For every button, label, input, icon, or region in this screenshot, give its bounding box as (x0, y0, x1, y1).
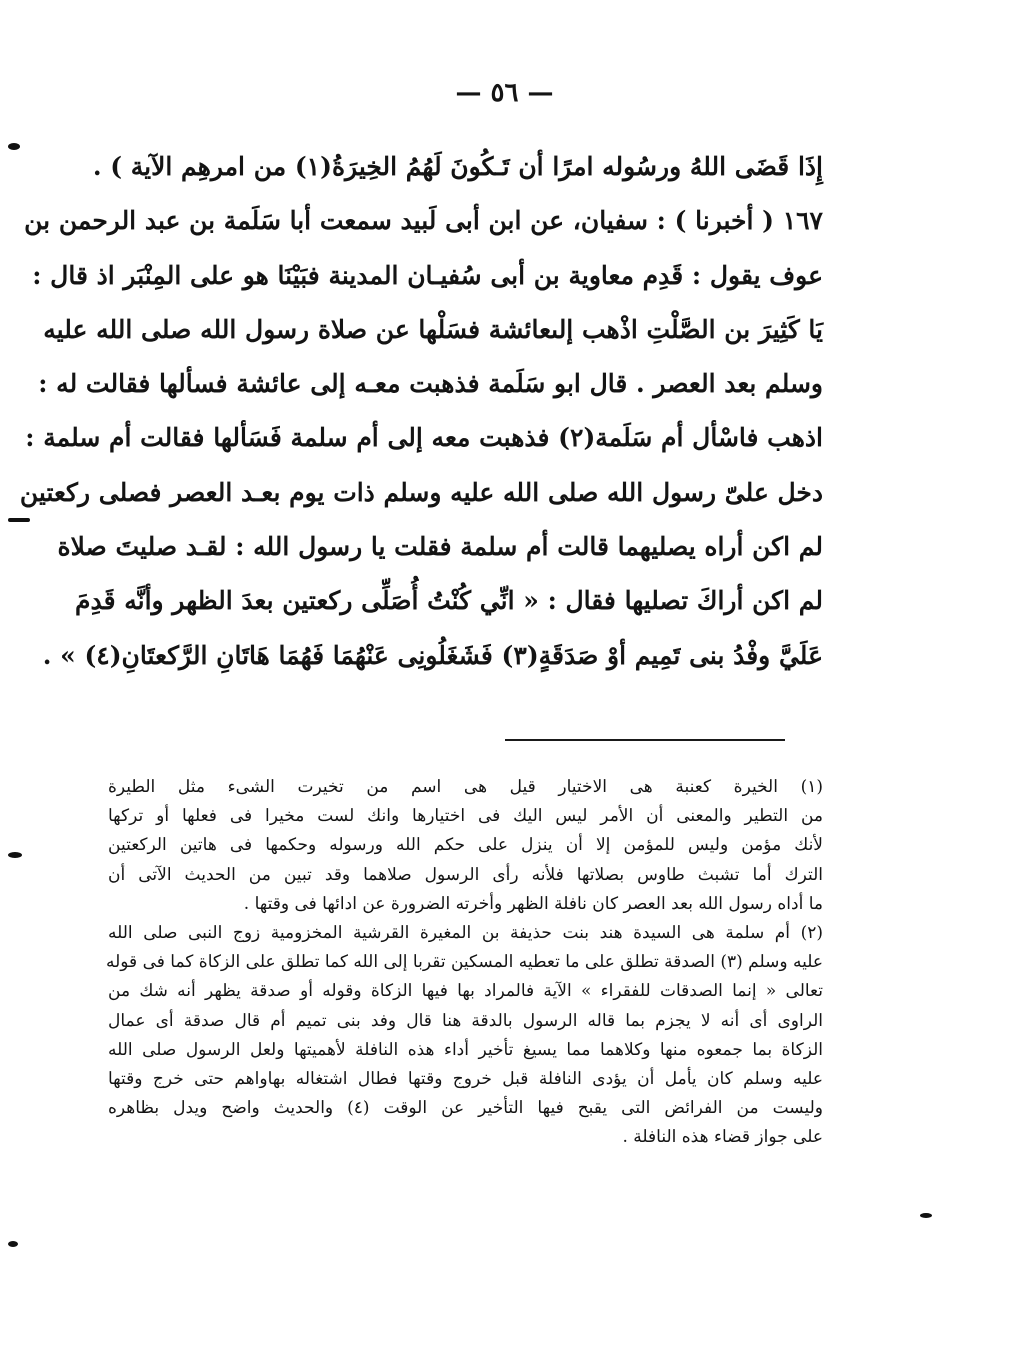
main-text-block (19, 140, 823, 683)
footnote-divider (505, 739, 785, 741)
main-text-line: يَا كَثِيرَ بن الصَّلْتِ اذْهب إلىعائشة فسَلْها عن صلاة رسول الله صلى الله عليه (43, 314, 823, 344)
main-text-line: عَلَيَّ وفْدُ بنى تَمِيم أوْ صَدَقَةٍ(٣) فَشَغَلُونِى عَنْهُمَا فَهُمَا هَاتَانِ الرَّكعتَانِ(٤) » . (42, 640, 823, 670)
footnote-line: تعالى « إنما الصدقات للفقراء » الآية فالمراد بها فيها الزكاة وقوله أو صدقة يظهر أنه شك من (108, 981, 823, 1002)
main-text-line: اذهب فاسْأل أم سَلَمة(٢) فذهبت معه إلى أم سلمة فَسَألها فقالت أم سلمة : (25, 423, 823, 453)
margin-mark (920, 1213, 932, 1218)
margin-mark (8, 852, 22, 858)
main-text-line: دخل علىّ رسول الله صلى الله عليه وسلم ذات يوم بعـد العصر فصلى ركعتين (19, 477, 823, 507)
footnotes-block (105, 773, 823, 1152)
main-text-line: ١٦٧ ( أخبرنا ) : سفيان، عن ابن أبى لَبيد سمعت أبا سَلَمة بن عبد الرحمن بن (24, 206, 823, 236)
main-text-line: لم اكن أراه يصليهما قالت أم سلمة فقلت يا رسول الله : لقـد صليتَ صلاة (57, 532, 823, 562)
footnote-line: على جواز قضاء هذه النافلة . (622, 1127, 823, 1148)
main-text-line: لم اكن أراكَ تصليها فقال : « انِّي كُنْتُ أُصَلِّى ركعتين بعدَ الظهر وأنَّه قَدِمَ (74, 586, 823, 616)
footnote-line: وليست من الفرائض التى يقبح فيها التأخير عن الوقت (٤) والحديث واضح ويدل بظاهره (108, 1098, 823, 1119)
footnote-line: عليه وسلم (٣) الصدقة تطلق على ما تعطيه المسكين تقربا إلى الله كما تطلق على الزكاة كما فى قوله (105, 952, 823, 973)
main-text-line: عوف يقول : قَدِم معاوية بن أبى سُفيـان المدينة فبَيْنَا هو على المِنْبَر اذ قال : (32, 260, 823, 290)
main-text-line: إِذَا قَضَى اللهُ ورسُوله امرًا أن تَـكُونَ لَهُمُ الخِيرَةُ(١) من امرهِم الآية ) . (92, 152, 823, 181)
margin-mark (8, 143, 20, 150)
footnote-line: لأنك مؤمن وليس للمؤمن إلا أن ينزل على حكم الله ورسوله وحكمها فى هاتين الركعتين (108, 835, 823, 856)
margin-mark (8, 518, 30, 522)
footnote-line: (٢) أم سلمة هى السيدة هند بنت حذيفة بن المغيرة القرشية المخزومية زوج النبى صلى الله (108, 922, 823, 943)
footnote-line: من التطير والمعنى أن الأمر ليس اليك فى اختيارها وانك لست مخيرا فى فعلها أو تركها (108, 806, 823, 827)
footnote-line: الراوى أى أنه لا يجزم بما قاله الرسول بالدقة هنا قال وفد بنى تميم أم قال صدقة أى عمال (108, 1010, 823, 1031)
margin-mark (8, 1241, 18, 1247)
footnote-line: ما أداه رسول الله بعد العصر كان نافلة الظهر وأخرته الضرورة عن ادائها فى وقتها . (243, 893, 823, 914)
footnote-line: عليه وسلم كان يأمل أن يؤدى النافلة قبل خروج وقتها فطال اشتغاله بهاواهم حتى خرج وقتها (108, 1068, 823, 1089)
footnote-line: الترك أما تشبث طاوس بصلاتها فلأنه رأى الرسول صلاهما وقد تبين من الحديث الآتى أن (108, 864, 823, 885)
footnote-line: (١) الخيرة كعنبة هى الاختيار قيل هى اسم من تخيرت الشىء مثل الطيرة (108, 777, 823, 797)
page-number: — ٥٦ — (455, 78, 554, 108)
footnote-line: الزكاة بما جمعوه منها وكلاهما مما يسيغ تأخير أداء هذه النافلة لأهميتها ولعل الرسول صلى الله (108, 1039, 823, 1060)
main-text-line: وسلم بعد العصر . قال ابو سَلَمة فذهبت معـه إلى عائشة فسألها فقالت له : (38, 369, 823, 399)
